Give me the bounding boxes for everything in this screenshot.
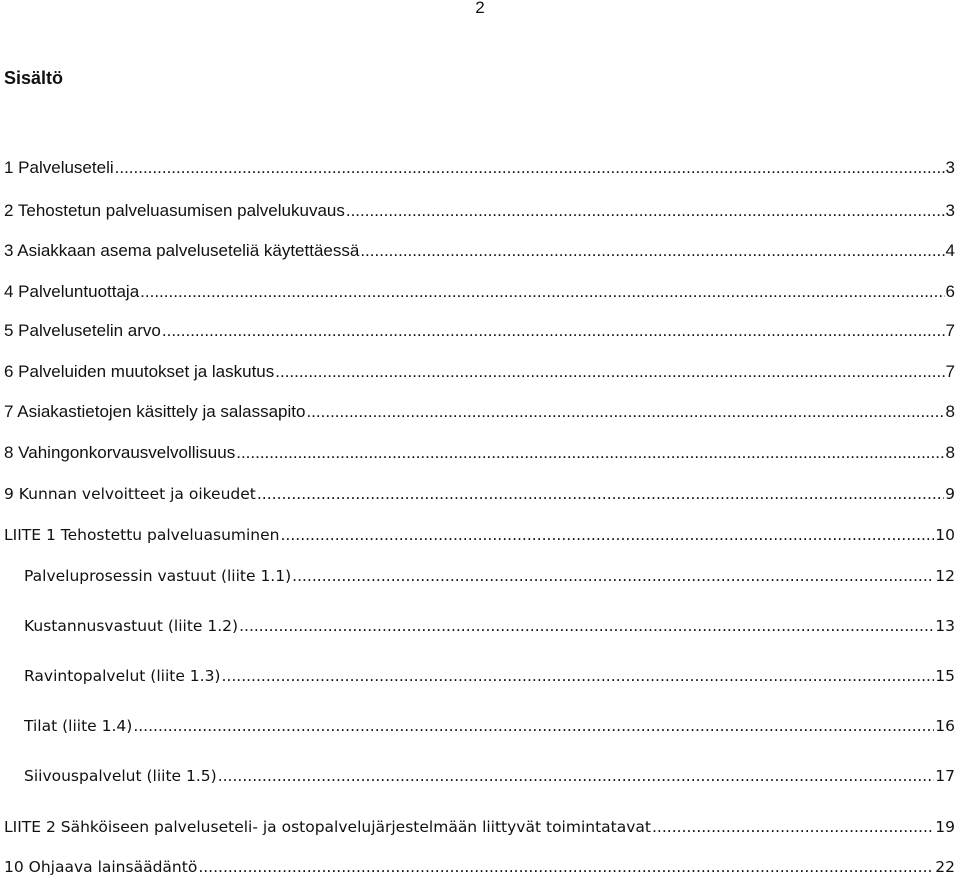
- toc-entry-label: 10 Ohjaava lainsäädäntö: [4, 858, 198, 876]
- toc-entry[interactable]: [4, 200, 955, 222]
- toc-entry-label: Kustannusvastuut (liite 1.2): [24, 617, 239, 635]
- toc-entry-label: 8 Vahingonkorvausvelvollisuus: [4, 443, 236, 462]
- toc-entry-page: 13: [935, 617, 955, 635]
- toc-entry-page: 7: [945, 321, 955, 340]
- toc-dot-leader: [346, 200, 945, 222]
- toc-entry-label: Siivouspalvelut (liite 1.5): [24, 767, 217, 785]
- toc-dot-leader: [652, 816, 934, 838]
- toc-entry-page: 4: [945, 241, 955, 260]
- toc-entry[interactable]: [4, 361, 955, 383]
- toc-entry-label: 9 Kunnan velvoitteet ja oikeudet: [4, 485, 256, 503]
- toc-entry[interactable]: [24, 615, 955, 637]
- toc-dot-leader: [292, 565, 934, 587]
- toc-entry-label: Palveluprosessin vastuut (liite 1.1): [24, 567, 292, 585]
- toc-dot-leader: [218, 765, 935, 787]
- toc-dot-leader: [115, 157, 945, 179]
- toc-dot-leader: [236, 442, 944, 464]
- toc-entry-label: LIITE 1 Tehostettu palveluasuminen: [4, 526, 280, 544]
- toc-dot-leader: [162, 320, 945, 342]
- toc-entry-page: 3: [945, 201, 955, 220]
- toc-entry[interactable]: [4, 524, 955, 546]
- toc-entry-page: 7: [945, 362, 955, 381]
- toc-entry[interactable]: [4, 401, 955, 423]
- toc-dot-leader: [306, 401, 944, 423]
- toc-entry-label: Tilat (liite 1.4): [24, 717, 133, 735]
- toc-entry-label: LIITE 2 Sähköiseen palveluseteli- ja ostopalvelujärjestelmään liittyvät toimintatavat: [4, 818, 651, 836]
- toc-entry[interactable]: [4, 157, 955, 179]
- toc-entry[interactable]: [24, 665, 955, 687]
- toc-entry-page: 8: [945, 402, 955, 421]
- toc-entry[interactable]: [4, 320, 955, 342]
- toc-entry-page: 6: [945, 282, 955, 301]
- page-number: 2: [475, 0, 485, 17]
- toc-entry-page: 3: [945, 158, 955, 177]
- toc-dot-leader: [140, 281, 944, 303]
- toc-entry[interactable]: [24, 765, 955, 787]
- toc-entry-page: 10: [935, 526, 955, 544]
- toc-entry[interactable]: [4, 240, 955, 262]
- toc-dot-leader: [281, 524, 935, 546]
- toc-entry-label: 3 Asiakkaan asema palveluseteliä käytettäessä: [4, 241, 360, 260]
- toc-entry-page: 8: [945, 443, 955, 462]
- toc-entry[interactable]: [4, 483, 955, 505]
- toc-entry-page: 19: [935, 818, 955, 836]
- toc-entry-label: 4 Palveluntuottaja: [4, 282, 140, 301]
- toc-dot-leader: [221, 665, 934, 687]
- toc-dot-leader: [360, 240, 944, 262]
- toc-entry-page: 15: [935, 667, 955, 685]
- toc-dot-leader: [133, 715, 934, 737]
- toc-entry[interactable]: [24, 715, 955, 737]
- toc-entry-page: 22: [935, 858, 955, 876]
- toc-dot-leader: [275, 361, 944, 383]
- toc-entry[interactable]: [4, 856, 955, 878]
- toc-title: Sisältö: [4, 68, 64, 88]
- toc-dot-leader: [257, 483, 944, 505]
- toc-entry[interactable]: [4, 816, 955, 838]
- toc-entry-page: 12: [935, 567, 955, 585]
- toc-dot-leader: [239, 615, 934, 637]
- toc-entry-label: 7 Asiakastietojen käsittely ja salassapito: [4, 402, 306, 421]
- toc-entry-label: 5 Palvelusetelin arvo: [4, 321, 161, 340]
- toc-entry-page: 16: [935, 717, 955, 735]
- toc-entry-label: Ravintopalvelut (liite 1.3): [24, 667, 221, 685]
- toc-entry-label: 2 Tehostetun palveluasumisen palvelukuvaus: [4, 201, 345, 220]
- toc-dot-leader: [198, 856, 934, 878]
- toc-entry[interactable]: [24, 565, 955, 587]
- toc-entry-page: 9: [945, 485, 955, 503]
- toc-entry-page: 17: [935, 767, 955, 785]
- toc-entry-label: 6 Palveluiden muutokset ja laskutus: [4, 362, 275, 381]
- toc-entry[interactable]: [4, 281, 955, 303]
- toc-entry-label: 1 Palveluseteli: [4, 158, 114, 177]
- toc-entry[interactable]: [4, 442, 955, 464]
